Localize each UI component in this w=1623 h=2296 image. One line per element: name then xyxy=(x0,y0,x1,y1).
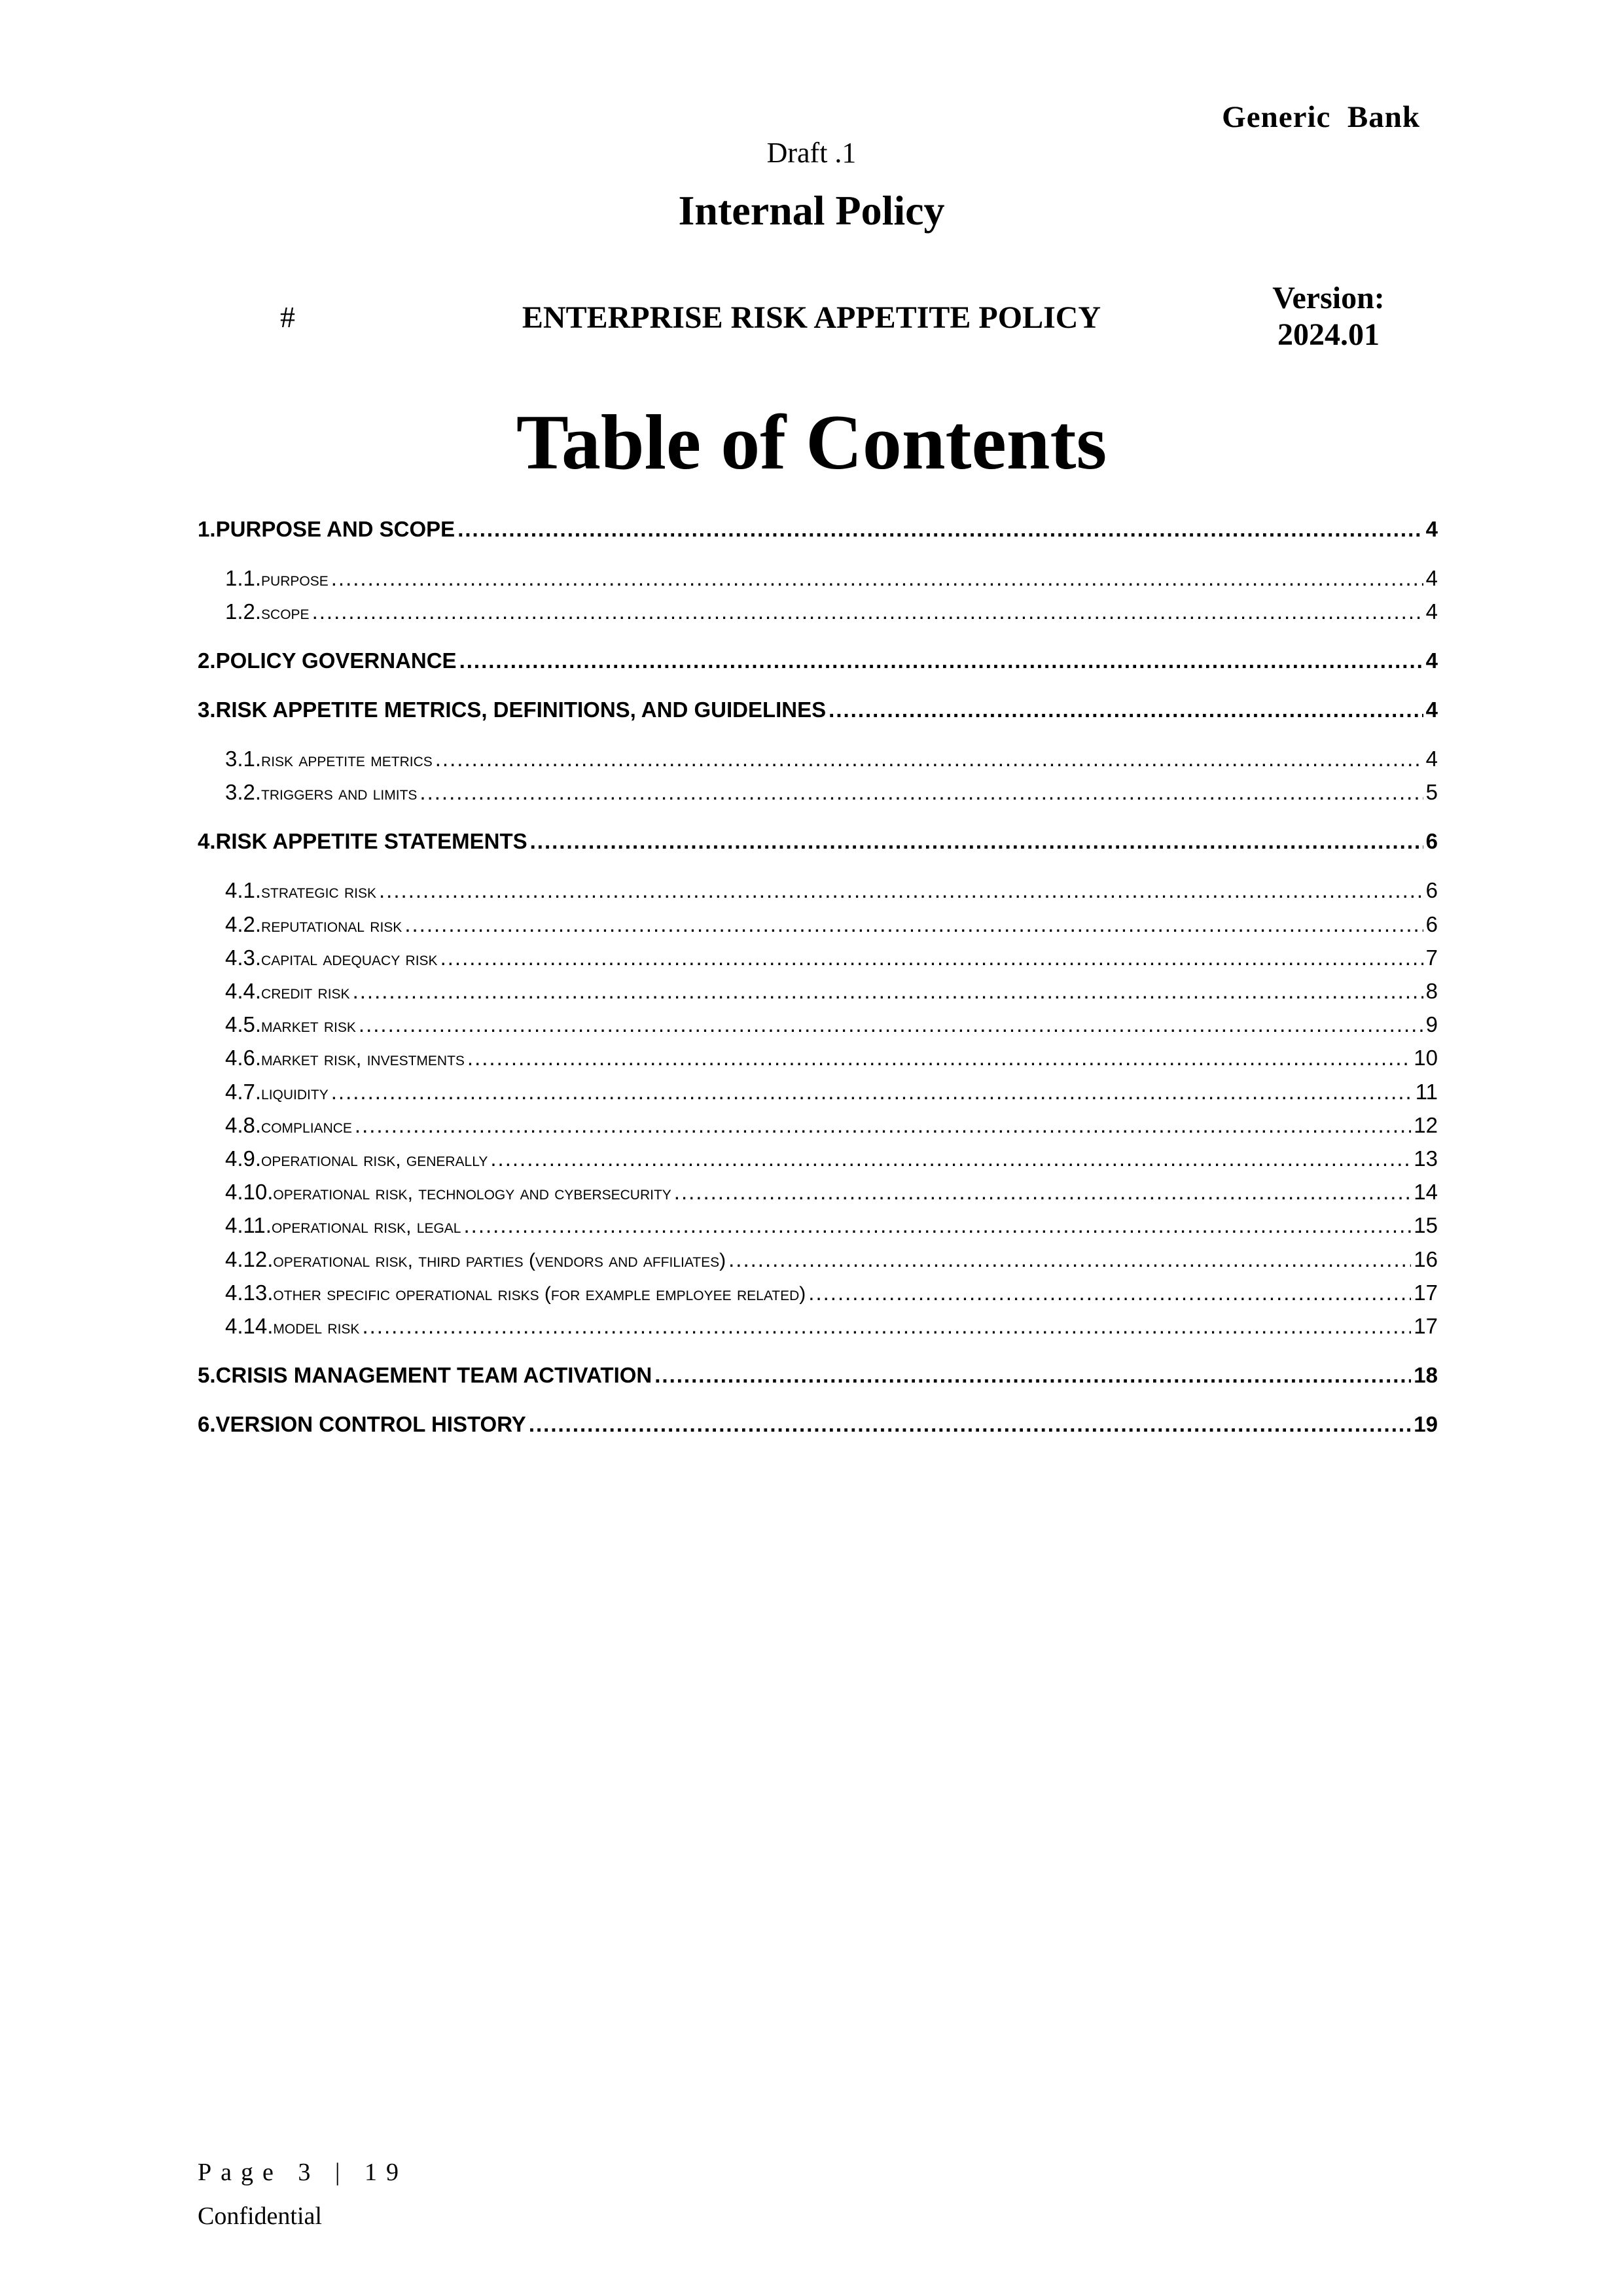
toc-entry[interactable] xyxy=(198,979,1438,1012)
toc-entry-label: liquidity xyxy=(261,1082,329,1104)
toc-entry-page: 18 xyxy=(1414,1363,1438,1387)
toc-leader-dots xyxy=(674,1180,1411,1205)
toc-leader-dots xyxy=(457,517,1423,542)
toc-entry[interactable] xyxy=(198,1412,1438,1445)
toc-leader-dots xyxy=(419,780,1423,805)
toc-entry-page: 13 xyxy=(1414,1146,1438,1171)
toc-entry-number: 1.1. xyxy=(225,566,262,590)
toc-leader-dots xyxy=(331,566,1423,591)
toc-entry-page: 6 xyxy=(1425,878,1438,903)
toc-entry[interactable] xyxy=(198,945,1438,978)
toc-entry-page: 10 xyxy=(1414,1046,1438,1070)
toc-entry-page: 17 xyxy=(1414,1314,1438,1338)
toc-entry-page: 17 xyxy=(1414,1280,1438,1305)
toc-entry-number: 4.10. xyxy=(225,1180,274,1205)
toc-leader-dots xyxy=(654,1363,1411,1388)
toc-entry-label: market risk xyxy=(261,1015,356,1037)
toc-leader-dots xyxy=(467,1046,1411,1070)
toc-entry-number: 4.13. xyxy=(225,1280,274,1305)
toc-leader-dots xyxy=(359,1012,1423,1037)
toc-entry-page: 5 xyxy=(1425,780,1438,805)
toc-entry-number: 4.4. xyxy=(225,979,262,1003)
toc-entry[interactable] xyxy=(198,566,1438,599)
toc-entry-label: compliance xyxy=(261,1115,352,1137)
toc-leader-dots xyxy=(404,912,1423,937)
toc-leader-dots xyxy=(829,698,1423,722)
toc-entry-number: 2. xyxy=(198,648,216,673)
toc-entry[interactable] xyxy=(198,1180,1438,1212)
toc-entry-page: 4 xyxy=(1425,566,1438,590)
toc-entry[interactable] xyxy=(198,1280,1438,1313)
toc-entry-label: VERSION CONTROL HISTORY xyxy=(215,1412,526,1436)
toc-entry-number: 4.12. xyxy=(225,1246,274,1271)
toc-entry[interactable] xyxy=(198,780,1438,813)
toc-entry[interactable] xyxy=(198,698,1438,730)
toc-entry-label: capital adequacy risk xyxy=(261,947,438,970)
toc-entry-label: triggers and limits xyxy=(261,783,418,805)
toc-leader-dots xyxy=(490,1146,1411,1171)
policy-title: ENTERPRISE RISK APPETITE POLICY xyxy=(522,300,1101,335)
bank-name: Generic Bank xyxy=(1222,100,1420,134)
toc-entry[interactable] xyxy=(198,517,1438,550)
toc-entry[interactable] xyxy=(198,1363,1438,1396)
toc-entry-page: 9 xyxy=(1425,1012,1438,1037)
toc-entry-number: 4.9. xyxy=(225,1146,262,1171)
toc-entry[interactable] xyxy=(198,1012,1438,1045)
toc-entry-label: POLICY GOVERNANCE xyxy=(215,648,457,673)
toc-entry-page: 6 xyxy=(1425,829,1438,854)
toc-entry[interactable] xyxy=(198,878,1438,911)
toc-entry-page: 8 xyxy=(1425,979,1438,1003)
toc-entry-number: 4.7. xyxy=(225,1079,262,1104)
toc-leader-dots xyxy=(728,1247,1411,1272)
toc-entry-label: PURPOSE AND SCOPE xyxy=(215,517,455,541)
toc-leader-dots xyxy=(362,1314,1411,1339)
toc-entry-number: 4.3. xyxy=(225,945,262,970)
toc-entry-label: operational risk, legal xyxy=(271,1216,461,1238)
toc-entry-number: 4.11. xyxy=(225,1213,272,1238)
toc-entry-page: 4 xyxy=(1425,517,1438,541)
toc-entry-label: operational risk, generally xyxy=(261,1149,488,1171)
toc-entry-page: 11 xyxy=(1415,1079,1438,1104)
toc-entry-number: 1. xyxy=(198,517,216,541)
toc-entry-page: 4 xyxy=(1425,648,1438,673)
toc-entry-label: risk appetite metrics xyxy=(261,749,433,771)
toc-entry-number: 4.2. xyxy=(225,911,262,936)
toc-entry-label: other specific operational risks (for example employee related) xyxy=(273,1282,806,1305)
toc-entry-label: CRISIS MANAGEMENT TEAM ACTIVATION xyxy=(215,1363,652,1387)
toc-entry[interactable] xyxy=(198,599,1438,632)
toc-entry-number: 4.6. xyxy=(225,1046,262,1070)
confidentiality-label: Confidential xyxy=(198,2202,322,2230)
toc-entry-page: 4 xyxy=(1425,599,1438,624)
toc-entry-label: market risk, investments xyxy=(261,1048,465,1070)
toc-leader-dots xyxy=(530,829,1423,854)
toc-entry-number: 3.2. xyxy=(225,780,262,805)
toc-entry[interactable] xyxy=(198,1113,1438,1146)
toc-entry-number: 1.2. xyxy=(225,599,262,624)
toc-entry-label: reputational risk xyxy=(261,914,402,936)
toc-entry-page: 4 xyxy=(1425,747,1438,771)
toc-entry-number: 3. xyxy=(198,698,216,722)
toc-leader-dots xyxy=(435,747,1423,771)
toc-leader-dots xyxy=(464,1213,1412,1238)
toc-leader-dots xyxy=(808,1280,1411,1305)
toc-entry-label: model risk xyxy=(273,1316,360,1338)
toc-entry-number: 4. xyxy=(198,829,216,854)
toc-leader-dots xyxy=(459,648,1423,673)
policy-number-placeholder: # xyxy=(280,300,295,334)
toc-leader-dots xyxy=(529,1412,1411,1437)
toc-entry[interactable] xyxy=(198,648,1438,681)
toc-entry-page: 19 xyxy=(1414,1412,1438,1436)
toc-entry-page: 6 xyxy=(1425,911,1438,936)
toc-entry-label: purpose xyxy=(261,569,329,590)
toc-leader-dots xyxy=(355,1113,1411,1138)
version-value: 2024.01 xyxy=(1277,317,1380,352)
toc-entry[interactable] xyxy=(198,1213,1438,1246)
toc-entry-page: 12 xyxy=(1414,1112,1438,1137)
toc-entry-page: 4 xyxy=(1425,698,1438,722)
version-label: Version: xyxy=(1272,281,1385,315)
toc-entry-page: 7 xyxy=(1425,945,1438,970)
toc-entry[interactable] xyxy=(198,829,1438,862)
toc-leader-dots xyxy=(331,1080,1413,1104)
toc-entry[interactable] xyxy=(198,747,1438,779)
toc-entry-page: 16 xyxy=(1414,1246,1438,1271)
toc-entry-label: scope xyxy=(261,602,310,624)
toc-entry-number: 4.5. xyxy=(225,1012,262,1037)
draft-label: Draft .1 xyxy=(766,137,857,169)
toc-entry[interactable] xyxy=(198,1080,1438,1112)
toc-entry-number: 3.1. xyxy=(225,747,262,771)
toc-entry-page: 15 xyxy=(1414,1213,1438,1238)
toc-entry-page: 14 xyxy=(1414,1180,1438,1205)
toc-entry-number: 6. xyxy=(198,1412,216,1436)
toc-leader-dots xyxy=(312,599,1423,624)
toc-entry-number: 4.1. xyxy=(225,878,262,903)
toc-leader-dots xyxy=(353,979,1423,1004)
document-type: Internal Policy xyxy=(678,187,945,234)
page-indicator: Page 3 | 19 xyxy=(198,2159,408,2186)
toc-entry-label: RISK APPETITE STATEMENTS xyxy=(215,829,527,854)
toc-entry[interactable] xyxy=(198,1247,1438,1280)
toc-entry[interactable] xyxy=(198,1314,1438,1347)
toc-entry-number: 5. xyxy=(198,1363,216,1387)
toc-entry-label: credit risk xyxy=(261,981,350,1003)
toc-title: Table of Contents xyxy=(516,398,1107,486)
toc-entry-label: strategic risk xyxy=(261,881,377,903)
toc-entry[interactable] xyxy=(198,1046,1438,1078)
toc-entry-label: operational risk, third parties (vendors and affiliates) xyxy=(273,1249,726,1271)
toc-entry[interactable] xyxy=(198,1146,1438,1179)
toc-leader-dots xyxy=(379,878,1423,903)
toc-entry-number: 4.8. xyxy=(225,1112,262,1137)
toc-entry[interactable] xyxy=(198,912,1438,945)
toc-entry-label: RISK APPETITE METRICS, DEFINITIONS, AND GUIDELINES xyxy=(215,698,827,722)
version-block xyxy=(1237,280,1420,353)
toc-entry-label: operational risk, technology and cybersecurity xyxy=(273,1182,671,1205)
toc-leader-dots xyxy=(440,945,1423,970)
toc-entry-number: 4.14. xyxy=(225,1314,274,1338)
